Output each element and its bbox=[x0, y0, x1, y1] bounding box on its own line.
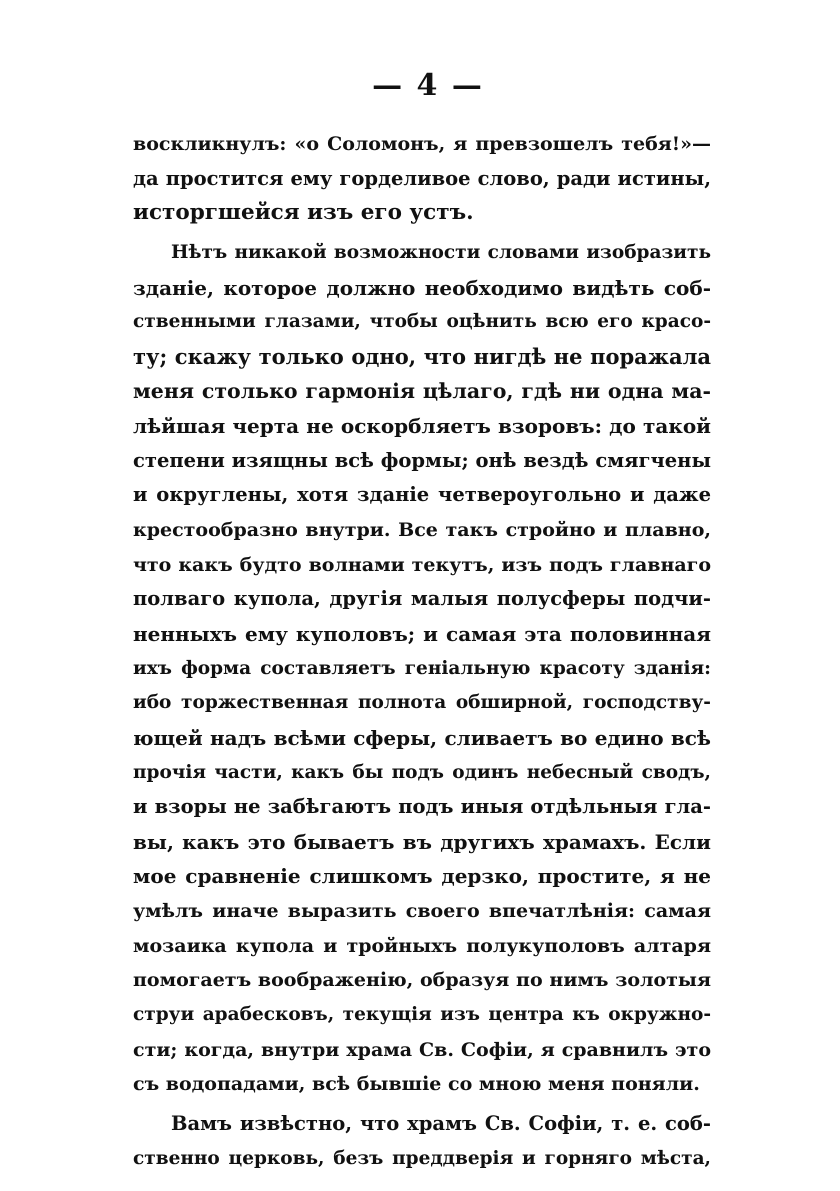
text-line: воскликнулъ: «о Соломонъ, я превзошелъ тебя!»— bbox=[133, 133, 711, 155]
text-line: вы, какъ это бываетъ въ другихъ храмахъ. Если bbox=[133, 829, 711, 854]
text-line: исторгшейся изъ его устъ. bbox=[133, 200, 474, 226]
text-line: степени изящны всѣ формы; онѣ вездѣ смягчены bbox=[133, 448, 711, 472]
text-line: да простится ему горделивое слово, ради истины, bbox=[133, 166, 711, 190]
text-line: ибо торжественная полнота обширной, господству- bbox=[133, 692, 711, 714]
text-line: ющей надъ всѣми сферы, сливаетъ во едино всѣ bbox=[133, 725, 711, 750]
text-line: струи арабесковъ, текущія изъ центра къ окружно- bbox=[133, 1004, 711, 1026]
paragraph bbox=[133, 127, 711, 231]
text-line: зданіе, которое должно необходимо видѣть соб- bbox=[133, 275, 711, 300]
paragraph bbox=[133, 1107, 711, 1176]
text-line: ихъ форма составляетъ геніальную красоту зданія: bbox=[133, 657, 711, 679]
page-number: — 4 — bbox=[372, 68, 484, 103]
text-line: ственно церковь, безъ преддверія и горняго мѣста, bbox=[133, 1147, 711, 1169]
text-line: и округлены, хотя зданіе четвероугольно и даже bbox=[133, 483, 711, 507]
body-text bbox=[133, 127, 711, 1176]
text-line: что какъ будто волнами текутъ, изъ подъ главнаго bbox=[133, 553, 711, 576]
text-line: сти; когда, внутри храма Св. Софіи, я сравнилъ это bbox=[133, 1038, 711, 1061]
text-line: полваго купола, другія малыя полусферы подчи- bbox=[133, 587, 711, 611]
text-line: меня столько гармонія цѣлаго, гдѣ ни одна ма- bbox=[133, 379, 711, 404]
text-line: умѣлъ иначе выразить своего впечатлѣнія: самая bbox=[133, 900, 711, 923]
text-line: ненныхъ ему куполовъ; и самая эта половинная bbox=[133, 621, 711, 646]
paragraph bbox=[133, 236, 711, 1102]
text-line: прочія части, какъ бы подъ одинъ небесный сводъ, bbox=[133, 761, 711, 783]
text-line: Нѣтъ никакой возможности словами изобразить bbox=[171, 241, 711, 263]
text-line: съ водопадами, всѣ бывшіе со мною меня поняли. bbox=[133, 1073, 700, 1096]
text-line: Вамъ извѣстно, что храмъ Св. Софіи, т. е. соб- bbox=[171, 1111, 711, 1135]
text-line: помогаетъ воображенію, образуя по нимъ золотыя bbox=[133, 969, 711, 992]
text-line: лѣйшая черта не оскорбляетъ взоровъ: до такой bbox=[133, 414, 711, 439]
text-line: ту; скажу только одно, что нигдѣ не поражала bbox=[133, 343, 711, 369]
text-line: и взоры не забѣгаютъ подъ иныя отдѣльныя гла- bbox=[133, 795, 711, 819]
text-line: ственными глазами, чтобы оцѣнить всю его красо- bbox=[133, 311, 711, 333]
text-line: мое сравненіе слишкомъ дерзко, простите, я не bbox=[133, 864, 711, 889]
text-line: мозаика купола и тройныхъ полукуполовъ алтаря bbox=[133, 934, 711, 957]
text-line: крестообразно внутри. Все такъ стройно и плавно, bbox=[133, 519, 711, 542]
